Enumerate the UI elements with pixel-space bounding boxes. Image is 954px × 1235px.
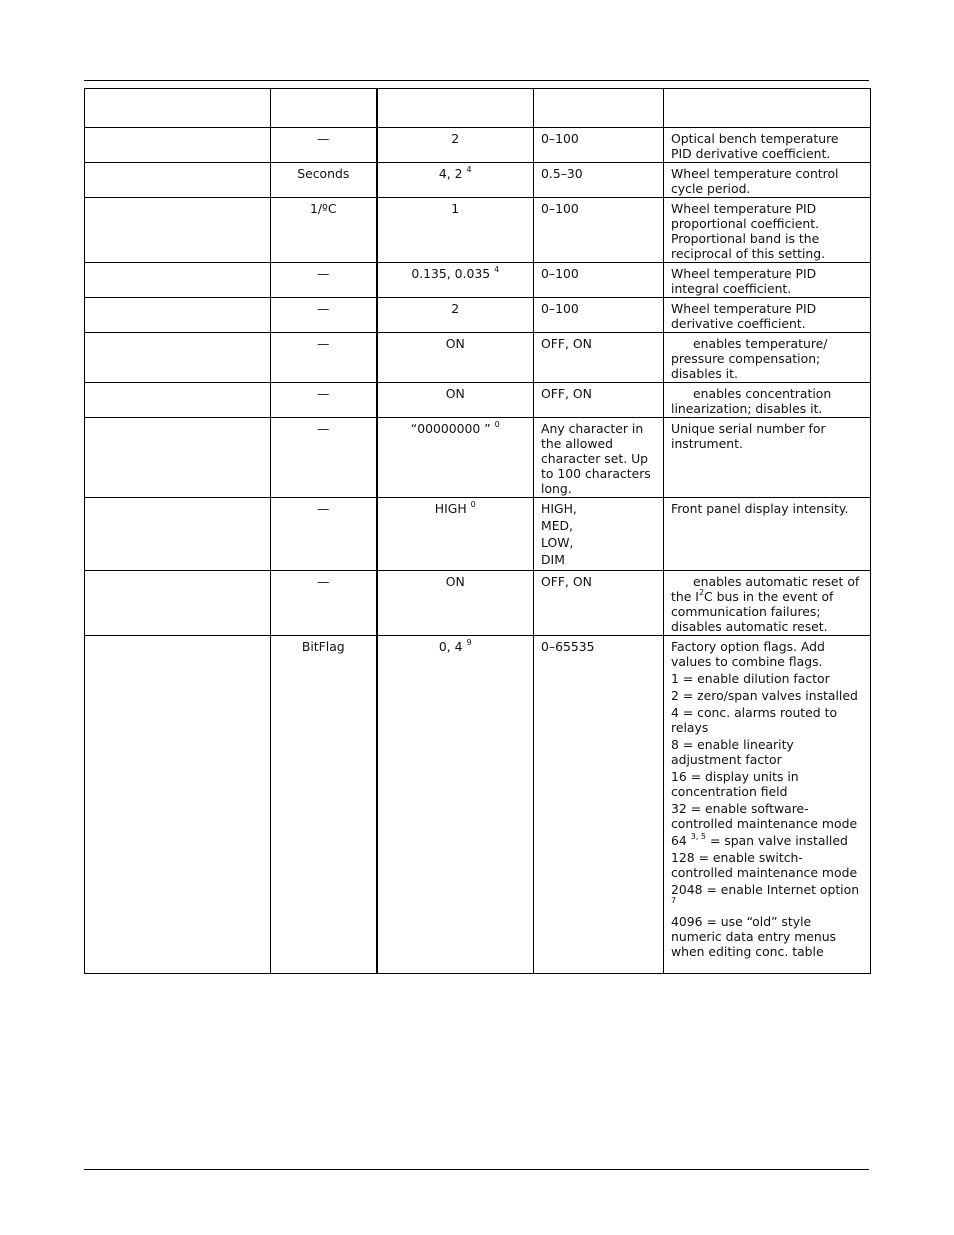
table-row	[85, 383, 871, 418]
footnote-marker: 4	[466, 164, 472, 174]
table-row	[85, 636, 871, 974]
cell-default	[377, 163, 534, 198]
cell-range	[534, 498, 664, 571]
default-value: HIGH	[434, 501, 467, 516]
option-flag	[671, 833, 863, 848]
cell-range: 0–100	[534, 298, 664, 333]
header-rule	[84, 80, 869, 81]
default-value: ON	[445, 336, 465, 351]
footnote-marker: 3, 5	[690, 831, 706, 841]
cell-description: Optical bench temperature PID derivative coefficient.	[664, 128, 871, 163]
cell-name	[85, 298, 271, 333]
option-flag	[671, 882, 863, 912]
cell-units: —	[271, 571, 377, 636]
range-option: DIM	[541, 552, 565, 567]
cell-units: —	[271, 418, 377, 498]
cell-units: —	[271, 298, 377, 333]
header-range	[534, 89, 664, 128]
footnote-marker: 0	[470, 499, 476, 509]
default-value: 0.135, 0.035	[411, 266, 491, 281]
default-value: “00000000 ”	[410, 421, 491, 436]
table-row	[85, 198, 871, 263]
flag-text: = span valve installed	[709, 833, 848, 848]
default-value: 2	[451, 301, 460, 316]
default-value: 1	[451, 201, 460, 216]
option-flag: 1 = enable dilution factor	[671, 671, 830, 686]
cell-range: OFF, ON	[534, 333, 664, 383]
cell-units: Seconds	[271, 163, 377, 198]
cell-name	[85, 198, 271, 263]
range-option: LOW,	[541, 535, 574, 550]
desc-part: C bus in the event of communication failures; disables automatic reset.	[671, 589, 834, 634]
cell-units: —	[271, 383, 377, 418]
range-option: MED,	[541, 518, 573, 533]
cell-description: Wheel temperature PID proportional coefficient. Proportional band is the reciprocal of this setting.	[664, 198, 871, 263]
cell-description: Unique serial number for instrument.	[664, 418, 871, 498]
cell-units: —	[271, 263, 377, 298]
cell-name	[85, 571, 271, 636]
option-flags-intro: Factory option flags. Add values to combine flags.	[671, 639, 825, 669]
cell-name	[85, 333, 271, 383]
cell-default	[377, 128, 534, 163]
footnote-marker: 9	[466, 637, 472, 647]
cell-default	[377, 571, 534, 636]
cell-units: 1/ºC	[271, 198, 377, 263]
option-flag: 8 = enable linearity adjustment factor	[671, 737, 794, 767]
cell-range: OFF, ON	[534, 571, 664, 636]
header-default	[377, 89, 534, 128]
flag-value: 64	[671, 833, 687, 848]
option-flag: 4 = conc. alarms routed to relays	[671, 705, 838, 735]
cell-name	[85, 163, 271, 198]
cell-description: enables temperature/ pressure compensation; disables it.	[664, 333, 871, 383]
table-row	[85, 163, 871, 198]
cell-default	[377, 298, 534, 333]
cell-name	[85, 418, 271, 498]
cell-range: OFF, ON	[534, 383, 664, 418]
cell-default	[377, 498, 534, 571]
cell-default	[377, 383, 534, 418]
cell-name	[85, 128, 271, 163]
cell-units: —	[271, 333, 377, 383]
table-row	[85, 571, 871, 636]
cell-name	[85, 498, 271, 571]
table-row	[85, 498, 871, 571]
cell-name	[85, 636, 271, 974]
range-option: HIGH,	[541, 501, 577, 516]
footnote-marker: 0	[494, 419, 500, 429]
cell-default	[377, 418, 534, 498]
option-flag: 32 = enable software-controlled maintenance mode	[671, 801, 858, 831]
cell-default	[377, 333, 534, 383]
footer-rule	[84, 1169, 869, 1170]
option-flag: 4096 = use “old” style numeric data entry menus when editing conc. table	[671, 914, 837, 959]
table-row	[85, 418, 871, 498]
default-value: 4, 2	[438, 166, 463, 181]
cell-range: 0–100	[534, 128, 664, 163]
cell-description	[664, 571, 871, 636]
cell-default	[377, 636, 534, 974]
default-value: 2	[451, 131, 460, 146]
cell-description	[664, 636, 871, 974]
superscript: 2	[698, 587, 705, 597]
default-value: ON	[445, 386, 465, 401]
cell-range: 0–100	[534, 263, 664, 298]
table-row	[85, 263, 871, 298]
table-row	[85, 298, 871, 333]
table-header-row	[85, 89, 871, 128]
cell-range: 0.5–30	[534, 163, 664, 198]
cell-units: —	[271, 498, 377, 571]
table-row	[85, 128, 871, 163]
cell-description: Front panel display intensity.	[664, 498, 871, 571]
cell-range: Any character in the allowed character set. Up to 100 characters long.	[534, 418, 664, 498]
default-value: ON	[445, 574, 465, 589]
cell-units: BitFlag	[271, 636, 377, 974]
table-row	[85, 333, 871, 383]
option-flag: 128 = enable switch-controlled maintenance mode	[671, 850, 858, 880]
cell-range: 0–65535	[534, 636, 664, 974]
desc-part: enables automatic reset of the I	[671, 574, 860, 604]
footnote-marker: 7	[671, 895, 677, 905]
default-value: 0, 4	[438, 639, 463, 654]
cell-name	[85, 383, 271, 418]
footnote-marker: 4	[494, 264, 500, 274]
cell-units: —	[271, 128, 377, 163]
flag-text: 2048 = enable Internet option	[671, 882, 860, 897]
header-units	[271, 89, 377, 128]
parameter-table	[84, 88, 871, 974]
cell-default	[377, 198, 534, 263]
cell-description: Wheel temperature PID derivative coefficient.	[664, 298, 871, 333]
cell-default	[377, 263, 534, 298]
cell-description: enables concentration linearization; disables it.	[664, 383, 871, 418]
cell-name	[85, 263, 271, 298]
cell-description: Wheel temperature PID integral coefficient.	[664, 263, 871, 298]
header-name	[85, 89, 271, 128]
option-flag: 2 = zero/span valves installed	[671, 688, 858, 703]
cell-description: Wheel temperature control cycle period.	[664, 163, 871, 198]
option-flag: 16 = display units in concentration field	[671, 769, 799, 799]
cell-range: 0–100	[534, 198, 664, 263]
header-description	[664, 89, 871, 128]
